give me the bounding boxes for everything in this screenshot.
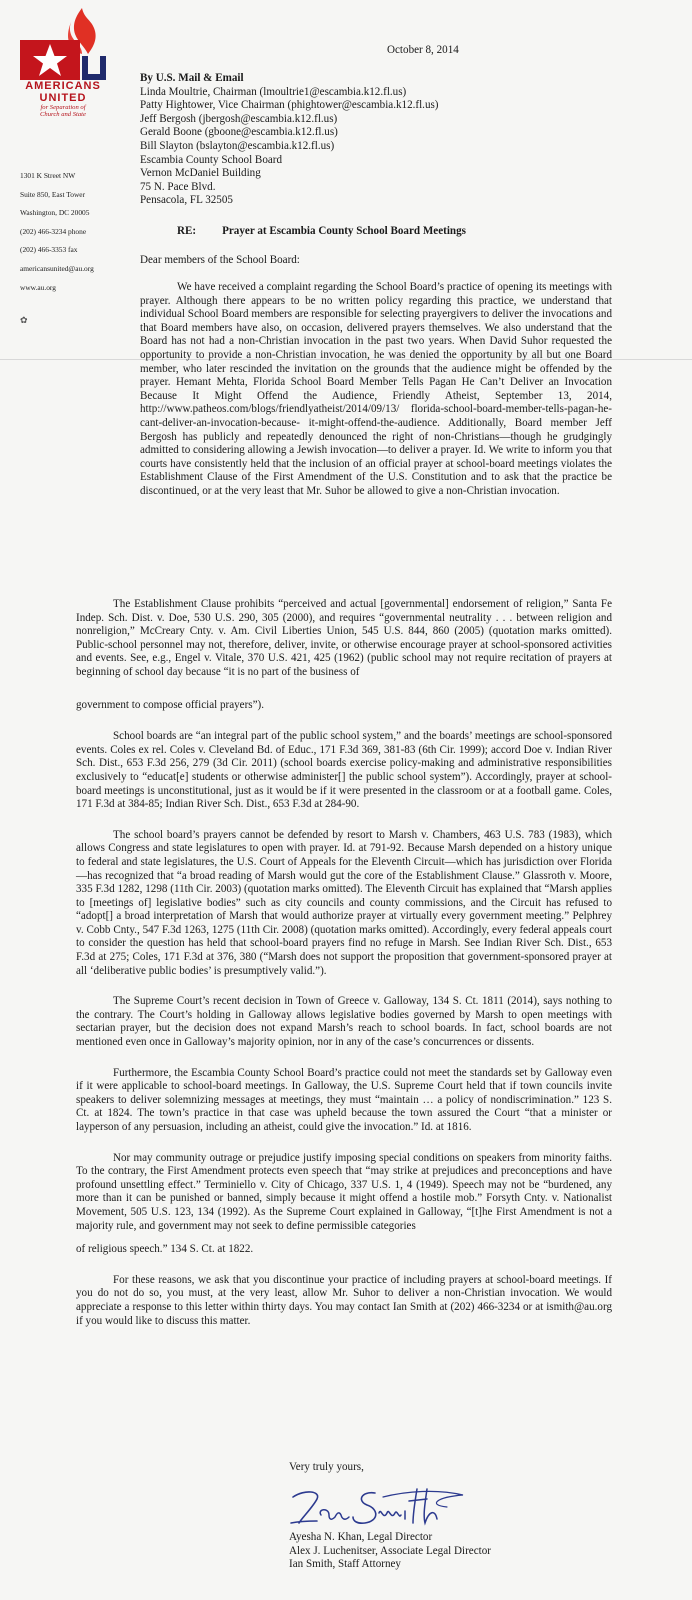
body-column-wide xyxy=(76,598,612,1328)
paragraph: The Establishment Clause prohibits “perceived and actual [governmental] endorsement of religion,” Santa Fe Indep. Sch. Dist. v. Doe, 530 U.S. 290, 305 (2000), and requires “governmental neutrality . . . between religion and nonreligion,” McCreary Cnty. v. Am. Civil Liberties Union, 545 U.S. 844, 860 (2005) (quotation marks omitted). Public-school personnel may not, therefore, deliver, invite, or otherwise encourage prayer at school-sponsored activities and events. See, e.g., Engel v. Vitale, 370 U.S. 421, 425 (1962) (public school may not require recitation of prayers at beginning of school day because “it is no part of the business of xyxy=(76,598,612,678)
recipient-line: Escambia County School Board xyxy=(140,153,283,166)
au-logo xyxy=(20,6,106,119)
paragraph: Furthermore, the Escambia County School Board’s practice could not meet the standards set by Galloway even if it were applicable to school-board meetings. In Galloway, the U.S. Supreme Court held that if town councils invite speakers to deliver solemnizing messages at meetings, they must “maintain … a policy of nondiscrimination.” 123 S. Ct. at 1824. The town’s practice in that case was upheld because the town assured the Court “that a minister or layperson of any persuasion, including an atheist, could give the invocation.” Id. at 1816. xyxy=(76,1066,612,1133)
signer-line: Ian Smith, Staff Attorney xyxy=(289,1558,401,1571)
salutation: Dear members of the School Board: xyxy=(140,254,300,266)
street-address: 1301 K Street NW xyxy=(20,171,76,180)
subject-label: RE: xyxy=(177,225,197,237)
recipient-line: Vernon McDaniel Building xyxy=(140,167,261,180)
org-name-line-1: AMERICANS xyxy=(25,80,101,92)
paragraph: The Supreme Court’s recent decision in Town of Greece v. Galloway, 134 S. Ct. 1811 (2014), says nothing to the contrary. The Court’s holding in Galloway allows legislative bodies governed by Marsh to open meetings with sectarian prayer, but the decision does not expand Marsh’s reach to school boards. In fact, school boards are not mentioned even once in Galloway’s majority opinion, nor in any of the case’s concurrences or dissents. xyxy=(76,995,612,1049)
recipient-line: Linda Moultrie, Chairman (lmoultrie1@escambia.k12.fl.us) xyxy=(140,85,407,98)
signer-line: Alex J. Luchenitser, Associate Legal Director xyxy=(289,1544,491,1557)
recipient-line: Bill Slayton (bslayton@escambia.k12.fl.us) xyxy=(140,139,335,152)
body-column-narrow xyxy=(140,281,612,499)
recipient-line: Gerald Boone (gboone@escambia.k12.fl.us) xyxy=(140,126,338,139)
paragraph: We have received a complaint regarding the School Board’s practice of opening its meetings with prayer. Although there appears to be no written policy regarding this practice, we understand that individual School Board members are responsible for selecting prayergivers to deliver the invocations and that Board members have also, on occasion, delivered prayers themselves. We also understand that the Board has not had a non-Christian invocation in the past two years. When David Suhor requested the opportunity to provide a non-Christian invocation, he was denied the opportunity by all but one Board member, who later rescinded the invitation on the grounds that the audience might be offended by the prayer. Hemant Mehta, Florida School Board Member Tells Pagan He Can’t Deliver an Invocation Because It Might Offend the Audience, Friendly Atheist, September 13, 2014, http://www.patheos.com/blogs/friendlyatheist/2014/09/13/ florida-school-board-member-tells-pagan-he-cant-deliver-an-invocation-because- it-might-offend-the-audience. Additionally, Board member Jeff Bergosh has publicly and repeatedly denounced the right of non-Christians—though he grudgingly admitted to considering allowing a Jewish invocation—to deliver a prayer. Id. We write to inform you that courts have consistently held that the inclusion of an official prayer at school-board meetings violates the Establishment Clause of the First Amendment of the U.S. Constitution and to ask that the practice be discontinued, or at the very least that Mr. Suhor be allowed to give a non-Christian invocation. xyxy=(140,281,612,497)
closing: Very truly yours, xyxy=(289,1461,364,1473)
email: americansunited@au.org xyxy=(20,263,94,273)
signature xyxy=(287,1485,467,1536)
org-name-line-2: UNITED xyxy=(39,92,87,104)
recipient-line: 75 N. Pace Blvd. xyxy=(140,180,216,193)
org-tagline-line-1: for Separation of xyxy=(40,104,86,111)
fax: (202) 466-3353 fax xyxy=(20,245,78,255)
recipient-block xyxy=(140,72,660,208)
recipient-line: Patty Hightower, Vice Chairman (phightower@escambia.k12.fl.us) xyxy=(140,99,439,112)
paragraph: The school board’s prayers cannot be defended by resort to Marsh v. Chambers, 463 U.S. 783 (1983), which allows Congress and state legislatures to open with prayer. Id. at 791-92. Because Marsh depended on a history unique to federal and state legislatures, the U.S. Court of Appeals for the Eleventh Circuit—which has jurisdiction over Florida—has recognized that “a broad reading of Marsh would gut the core of the Establishment Clause.” Glassroth v. Moore, 335 F.3d 1282, 1298 (11th Cir. 2003) (quotation marks omitted). The Eleventh Circuit has explained that “Marsh applies to [meetings of] legislative bodies” such as city councils and county commissions, and the Circuit has refused to “adopt[] a broad interpretation of Marsh that would authorize prayer at virtually every government meeting.” Pelphrey v. Cobb Cnty., 547 F.3d 1263, 1275 (11th Cir. 2008) (quotation marks omitted). Accordingly, every federal appeals court to consider the question has held that school-board prayers find no refuge in Marsh. See Indian River Sch. Dist., 653 F.3d at 275; Coles, 171 F.3d at 376, 380 (“Marsh does not support the proposition that government-sponsored prayer at all ‘deliberative public bodies’ is presumptively valid.”). xyxy=(76,828,612,977)
ornament-icon: ✿ xyxy=(20,315,28,325)
subject-text: Prayer at Escambia County School Board Meetings xyxy=(222,225,466,237)
handwritten-signature-icon xyxy=(287,1485,467,1531)
paragraph: For these reasons, we ask that you discontinue your practice of including prayers at school-board meetings. If you do not do so, you must, at the very least, allow Mr. Suhor to deliver a non-Christian invocation. We would appreciate a response to this letter within thirty days. You may contact Ian Smith at (202) 466-3234 or at ismith@au.org if you would like to discuss this matter. xyxy=(76,1273,612,1327)
signers-block xyxy=(289,1531,491,1572)
phone: (202) 466-3234 phone xyxy=(20,226,87,236)
letter-date: October 8, 2014 xyxy=(387,44,459,56)
subject-line xyxy=(177,225,492,239)
recipient-line: Jeff Bergosh (jbergosh@escambia.k12.fl.us) xyxy=(140,112,338,125)
city-state-zip: Washington, DC 20005 xyxy=(20,208,90,218)
paragraph-continuation: of religious speech.” 134 S. Ct. at 1822. xyxy=(76,1243,254,1256)
recipient-line: Pensacola, FL 32505 xyxy=(140,194,233,207)
paragraph: School boards are “an integral part of the public school system,” and the boards’ meetings are school-sponsored events. Coles ex rel. Coles v. Cleveland Bd. of Educ., 171 F.3d 369, 381-83 (6th Cir. 1999); accord Doe v. Indian River Sch. Dist., 653 F.3d 256, 279 (3d Cir. 2011) (school boards exercise policy-making and administrative responsibilities exclusively to “educat[e] students or otherwise administer[] the public school system”). Accordingly, prayer at school-board meetings is unconstitutional, just as it would be if it were presented in the classroom or at a football game. Coles, 171 F.3d at 384-85; Indian River Sch. Dist., 653 F.3d at 284-90. xyxy=(76,730,612,811)
torch-star-icon xyxy=(20,6,106,80)
delivery-method: By U.S. Mail & Email xyxy=(140,72,244,84)
suite: Suite 850, East Tower xyxy=(20,189,86,199)
signer-line: Ayesha N. Khan, Legal Director xyxy=(289,1531,433,1543)
org-tagline-line-2: Church and State xyxy=(40,111,86,119)
website: www.au.org xyxy=(20,282,56,292)
paragraph: Nor may community outrage or prejudice justify imposing special conditions on speakers from minority faiths. To the contrary, the First Amendment protects even speech that “may strike at prejudices and preconceptions and have profound unsettling effect.” Terminiello v. City of Chicago, 337 U.S. 1, 4 (1949). Speech may not be “burdened, any more than it can be punished or banned, simply because it might offend a hostile mob.” Forsyth Cnty. v. Nationalist Movement, 505 U.S. 123, 134 (1992). As the Supreme Court explained in Galloway, “[t]he First Amendment is not a majority rule, and government may not seek to define permissible categories xyxy=(76,1151,612,1232)
paragraph-continuation: government to compose official prayers”). xyxy=(76,698,265,711)
letterhead-contact xyxy=(20,171,120,301)
